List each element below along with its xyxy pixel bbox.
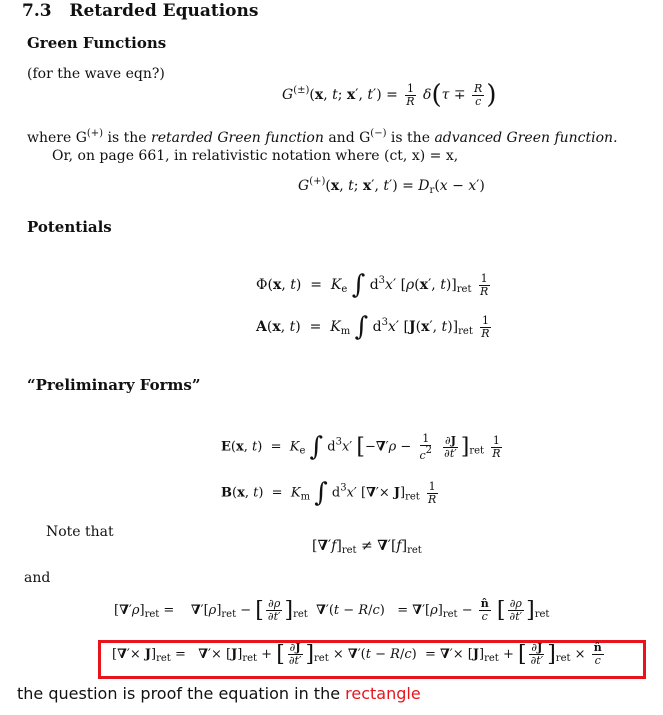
green-function-equation: G(±)(x, t; x′, t′) = $\frac{1}{R}$ δ(τ ∓ $\frac{R}{c}$ ) — [282, 80, 497, 110]
gradient-identity-equation: $[\nabla'\rho]_{ret}$ = $\nabla'[\rho]_{ret}$ − [ $\frac{\partial\rho}{\partial t'}$ ]$_{ret}$ $\nabla'(t - R/c) = \nabla'[\rho]_{ret}$ − $\frac{n̂}{c}$ [ $\frac{\partial\rho}{\partial t'}$ ]$_{ret}$ — [114, 597, 550, 623]
desc-mid3: is the — [386, 130, 435, 146]
question-text — [17, 684, 421, 703]
desc-sup-plus: (+) — [86, 128, 104, 139]
green-functions-heading: Green Functions — [27, 34, 167, 52]
section-title-text: Retarded Equations — [69, 1, 259, 21]
desc-advanced: advanced Green function. — [434, 130, 618, 146]
scalar-potential-equation: Φ(x, $t) = K_e$ ∫ $d^3x'$ [ρ(x′, $t)]_{ret}$ $\frac{1}{R}$ — [256, 270, 489, 300]
curl-identity-equation: [∇′× $J]_{ret}$ = ∇′× $[J]_{ret}$ + [ $\frac{\partial J}{\partial t'}$ ]$_{ret} \times \nabla'(t - R/c)$ = ∇′× $[J]_{ret}$ + [ $\frac{\partial J}{\partial t'}$ ]$_{ret}$ × $\frac{n̂}{c}$ — [112, 641, 602, 667]
vector-potential-equation: A(x, $t) = K_m$ ∫ $d^3x'$ [J(x′, $t)]_{ret}$ $\frac{1}{R}$ — [256, 312, 490, 342]
green-description — [27, 128, 618, 146]
section-title — [22, 1, 258, 21]
gradient-inequality: $[\nabla'f]_{ret} \ne \nabla'[f]_{ret}$ — [312, 538, 422, 556]
preliminary-forms-heading: “Preliminary Forms” — [27, 376, 201, 394]
green-functions-note: (for the wave eqn?) — [27, 66, 165, 82]
electric-field-equation: E(x, $t) = K_e$ ∫ $d^3x'$ [−∇′ρ − $\frac{1}{c2}$ $\frac{\partial J}{\partial t'}$ ]$_{ret}$ $\frac{1}{R}$ — [221, 431, 501, 462]
potentials-heading: Potentials — [27, 218, 112, 236]
magnetic-field-equation: B(x, $t) = K_m$ ∫ $d^3x'$ [∇′× $J]_{ret}$ $\frac{1}{R}$ — [221, 478, 437, 508]
relativistic-note: Or, on page 661, in relativistic notation where (ct, x) = x, — [52, 148, 459, 164]
desc-sup-minus: (−) — [370, 128, 387, 139]
desc-mid2: and G — [323, 130, 371, 146]
question-prefix: the question is proof the equation in the — [17, 684, 346, 703]
section-number: 7.3 — [22, 1, 52, 21]
desc-prefix: where G — [27, 130, 87, 146]
and-label: and — [24, 570, 51, 586]
desc-mid1: is the — [103, 130, 152, 146]
desc-retarded: retarded Green function — [151, 130, 324, 146]
question-highlight: rectangle — [345, 684, 421, 703]
note-that-label: Note that — [46, 524, 114, 540]
relativistic-green-equation: G(+)(x, t; x′, $t') = D_r(x - x')$ — [298, 176, 485, 196]
